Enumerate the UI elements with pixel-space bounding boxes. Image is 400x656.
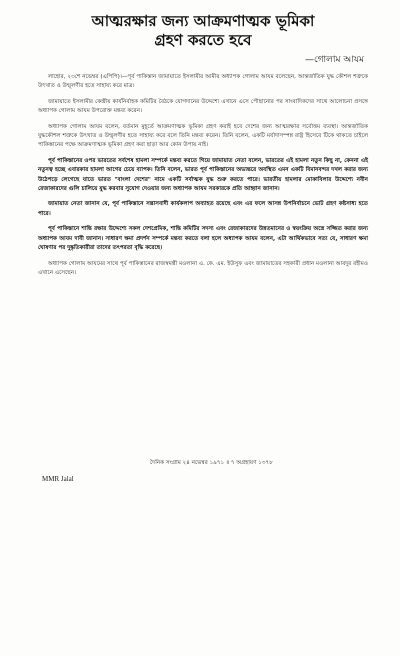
paragraph: অধ্যাপক গোলাম আযম বলেন, বর্তমান মুহূর্তে আক্রমণাত্মক ভূমিকা গ্রহণ করাই হবে দেশের জন্য আত্মরক্ষার সর্বোত্তম ব্যবস্থা। আন্তর্জাতিক যুদ্ধকৌশল শত্রুকে উৎখাত ও উন্মূলণীর হতে সাহায্য করে বলে তিনি মন্তব্য করেন। তিনি বলেন, একটি মর্যাদাসম্পন্ন রাষ্ট্র হিসেবে টিকে থাকতে চাইলে পাকিস্তানের পক্ষে আক্রমণাত্মক ভূমিকা গ্রহণ করা ছাড়া আর কোন উপায় নাই।: [38, 123, 368, 149]
paragraph: পূর্ব পাকিস্তানে শান্তি রক্ষার উদ্দেশ্যে সকল দেশপ্রেমিক, শান্তি কমিটির সদস্য এবং রেজাকারদের উন্নতমানের ও স্বয়ংক্রিয় অস্ত্রে সজ্জিত করার জন্য অধ্যাপক আযম দাবী জানান। সাধারণ ক্ষমা প্রদর্শন সম্পর্কে মন্তব্য করতে বলা হলে অধ্যাপক আযম বলেন, এটা আর্থিকভাবে সত্য যে, সাধারণ ক্ষমা ঘোষণার পর দুষ্কৃতিকারীরা তাদের তৎপরতা বৃদ্ধি করেছে।: [38, 226, 368, 252]
newspaper-clipping: [38, 8, 368, 284]
paragraph: পূর্ব পাকিস্তানের ওপর ভারতের সর্বশেষ হামলা সম্পর্কে মন্তব্য করতে গিয়ে জামায়াত নেতা বলেন, ভারতের এই হামলা নতুন কিছু না, কেননা এই নতুনত্ব হচ্ছে এবারকার হামলা আগের চেয়ে ব্যাপক। তিনি বলেন, ভারত পূর্ব পাকিস্তানের অভ্যন্তরে অবস্থিত এমন একটি বিমানবন্দর দখল করার জন্য উঠেপড়ে লেগেছে যাতে ভারত "বাংলা দেশের" নামে একটি সর্বাত্মক যুদ্ধ শুরু করতে পারে। ভারতীয় হামলার মোকাবিলার উদ্দেশ্যে নবীন রেজাকারদের গুলি চালিয়ে যুদ্ধ করবার সুযোগ দেওয়ার জন্য অধ্যাপক আযম সরকারকে প্রতি আহ্বান জানান।: [38, 157, 368, 193]
paragraph: জামায়াতে ইসলামীর কেন্দ্রীয় কার্যনির্বাহক কমিটির বৈঠকে যোগদানের উদ্দেশ্যে এখানে এসে পৌছানোর পর সাংবাদিকদের সাথে আলোচনা প্রসঙ্গে অধ্যাপক গোলাম আযম উপরোক্ত মন্তব্য করেন।: [38, 98, 368, 115]
headline: [38, 12, 368, 50]
source-citation: দৈনিক সংগ্রাম ২৪ নভেম্বর ১৯৭১ ॥ ৭ অগ্রহায়ণ ১৩৭৮: [150, 460, 273, 466]
signature-mark: MMR Jalal: [42, 475, 74, 483]
headline-line-1: আত্মরক্ষার জন্য আক্রমণাত্মক ভূমিকা: [91, 12, 315, 30]
byline: —গোলাম আযম: [304, 55, 364, 65]
headline-line-2: গ্রহণ করতে হবে: [154, 31, 252, 49]
article-body: [38, 73, 368, 278]
paragraph-dateline: লাহোর, ২৩শে নভেম্বর (এপিপি)।—পূর্ব পাকিস্তান জামায়াতে ইসলামীর আমীর অধ্যাপক গোলাম আযম বলেছেন, আন্তর্জাতিক যুদ্ধ কৌশল শত্রুকে উৎখাত ও উন্মূলণীর হতে সাহায্য করে মাত্র।: [38, 74, 368, 90]
paragraph: অধ্যাপক গোলাম আযমের সাথে পূর্ব পাকিস্তানের রাজস্বমন্ত্রী মওলানা এ. কে. এম. ইউসুফ এবং জামায়াতের সহকারী প্রধান মওলানা আবদুর রহীমও এখানে এসেছেন।: [38, 260, 368, 276]
paragraph: জামায়াত নেতা জানান যে, পূর্ব পাকিস্তানে সন্ত্রাসবাদী কার্যকলাপ অব্যাহত রয়েছে এবং এর ফলে আসন্ন উপনির্বাচনে ভোট গ্রহণ কষ্টসাধ্য হতে পারে।: [38, 201, 368, 217]
